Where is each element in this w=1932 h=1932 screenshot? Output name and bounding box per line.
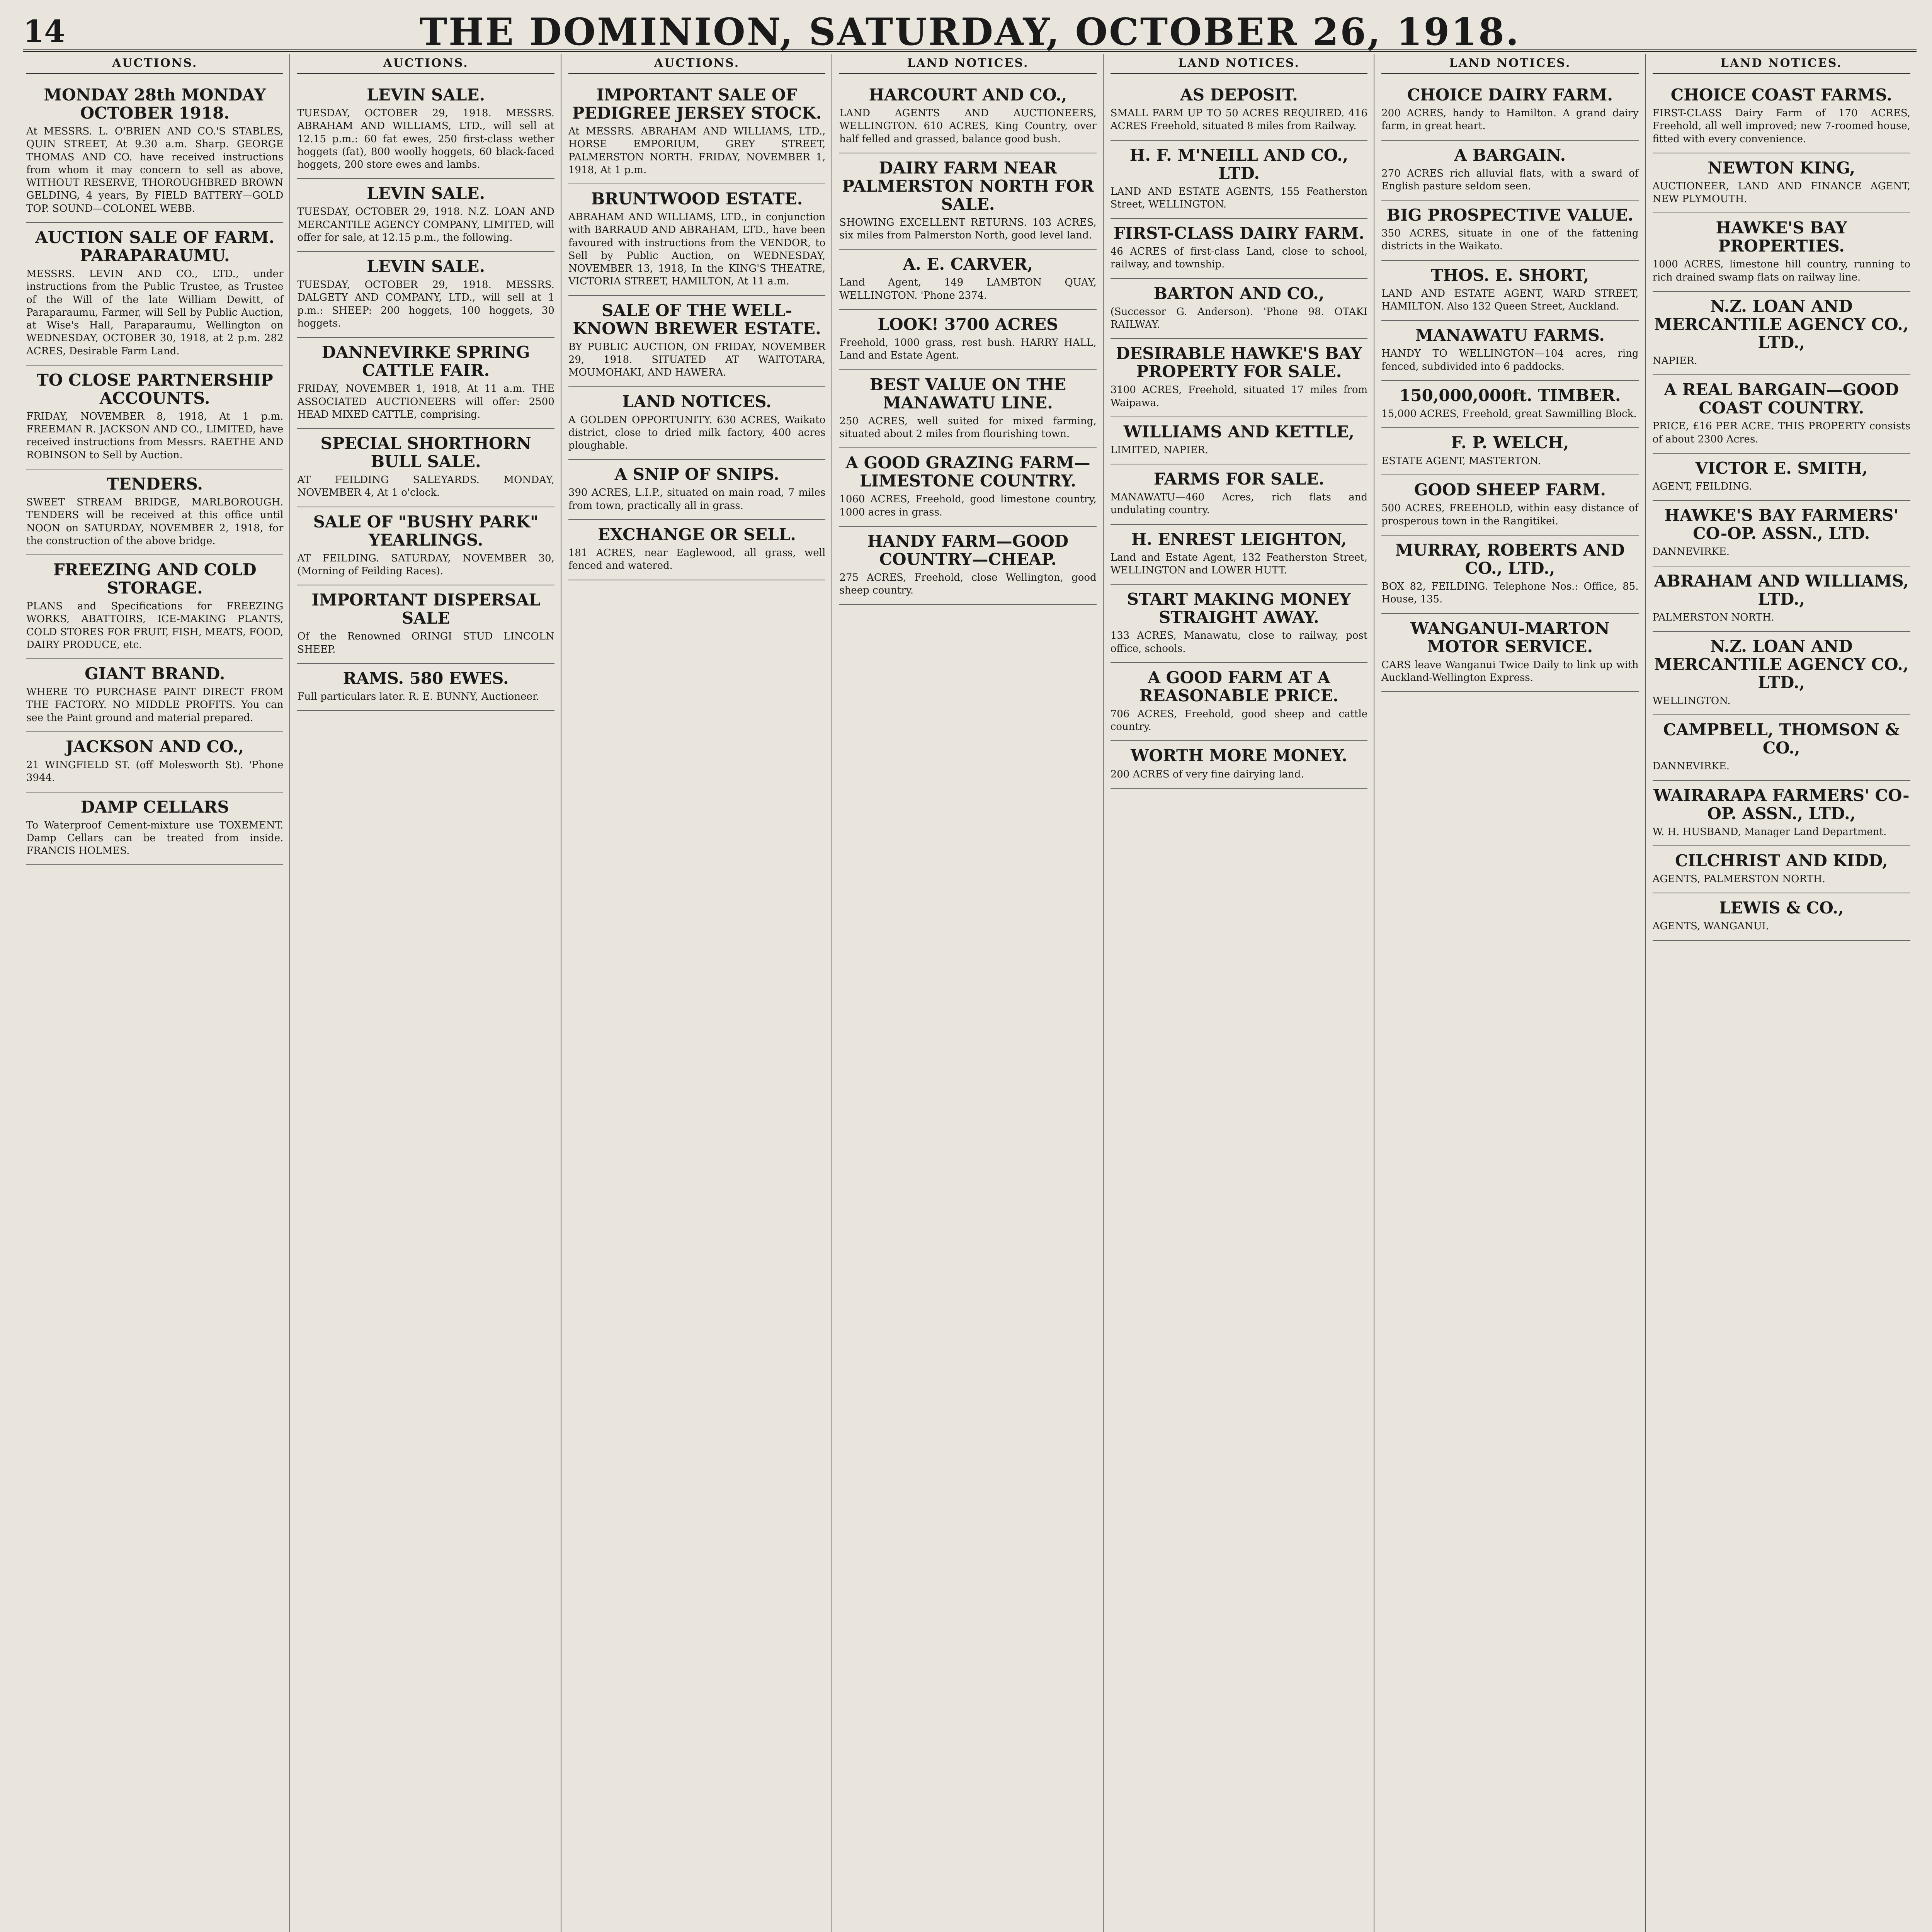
advertisement <box>568 296 825 387</box>
ad-body: Of the Renowned ORINGI STUD LINCOLN SHEEP. <box>297 631 554 655</box>
ad-body: 15,000 ACRES, Freehold, great Sawmilling Block. <box>1381 408 1637 420</box>
ad-title: FARMS FOR SALE. <box>1153 469 1325 489</box>
ad-body: BY PUBLIC AUCTION, ON FRIDAY, NOVEMBER 29, 1918. SITUATED AT WAITOTARA, MOUMOHAKI, AND HAWERA. <box>568 341 826 379</box>
ad-body: A GOLDEN OPPORTUNITY. 630 ACRES, Waikato district, close to dried milk factory, 400 acres ploughable. <box>568 414 826 452</box>
ad-title: 150,000,000ft. TIMBER. <box>1399 386 1621 405</box>
ad-title: JACKSON AND CO., <box>66 737 244 757</box>
advertisement <box>1653 846 1910 893</box>
ad-title: N.Z. LOAN AND MERCANTILE AGENCY CO., LTD., <box>1654 296 1909 352</box>
ad-title: DESIRABLE HAWKE'S BAY PROPERTY FOR SALE. <box>1116 344 1362 381</box>
ad-body: TUESDAY, OCTOBER 29, 1918. MESSRS. DALGETY AND COMPANY, LTD., will sell at 1 p.m.: SHEEP: 200 hoggets, 100 hoggets, 30 hoggets. <box>297 279 554 330</box>
ad-body: Freehold, 1000 grass, rest bush. HARRY HALL, Land and Estate Agent. <box>839 337 1097 362</box>
advertisement <box>1111 464 1367 525</box>
ad-title: FIRST-CLASS DAIRY FARM. <box>1113 224 1365 243</box>
ad-body: Land Agent, 149 LAMBTON QUAY, WELLINGTON. 'Phone 2374. <box>839 277 1097 301</box>
advertisement <box>1111 80 1367 141</box>
ad-title: GOOD SHEEP FARM. <box>1414 480 1606 500</box>
advertisement <box>1381 80 1638 141</box>
ad-title: IMPORTANT DISPERSAL SALE <box>311 590 540 628</box>
advertisement <box>1381 141 1638 201</box>
ad-body: To Waterproof Cement-mixture use TOXEMENT. Damp Cellars can be treated from inside. FRANCIS HOLMES. <box>26 819 284 857</box>
ad-body: Land and Estate Agent, 132 Featherston Street, WELLINGTON and LOWER HUTT. <box>1110 551 1368 577</box>
ad-title: CILCHRIST AND KIDD, <box>1675 851 1888 870</box>
advertisement <box>839 527 1096 605</box>
column-heading: LAND NOTICES. <box>1653 54 1910 74</box>
ad-title: MURRAY, ROBERTS AND CO., LTD., <box>1395 540 1625 578</box>
ad-body: 200 ACRES, handy to Hamilton. A grand dairy farm, in great heart. <box>1381 107 1639 132</box>
advertisement <box>1653 893 1910 940</box>
column-6 <box>1378 54 1645 1932</box>
advertisement <box>1381 428 1638 475</box>
ad-body: 181 ACRES, near Eaglewood, all grass, well fenced and watered. <box>568 547 826 572</box>
ad-title: BEST VALUE ON THE MANAWATU LINE. <box>869 375 1066 412</box>
advertisement <box>839 250 1096 310</box>
advertisement <box>1111 141 1367 219</box>
masthead <box>23 7 1917 52</box>
advertisement <box>1111 417 1367 464</box>
advertisement <box>1381 475 1638 536</box>
advertisement <box>1381 261 1638 321</box>
ad-title: LEVIN SALE. <box>367 184 485 203</box>
ad-title: NEWTON KING, <box>1708 158 1855 177</box>
advertisement <box>1653 632 1910 715</box>
advertisement <box>568 387 825 460</box>
ad-body: FRIDAY, NOVEMBER 1, 1918, At 11 a.m. THE ASSOCIATED AUCTIONEERS will offer: 2500 HEAD MIXED CATTLE, comprising. <box>297 383 554 420</box>
advertisement <box>1381 614 1638 692</box>
ad-title: RAMS. 580 EWES. <box>343 668 509 688</box>
advertisement <box>1653 292 1910 375</box>
ad-title: THOS. E. SHORT, <box>1431 265 1589 285</box>
column-4 <box>836 54 1103 1932</box>
advertisement <box>1381 381 1638 428</box>
ad-body: AGENTS, WANGANUI. <box>1652 920 1769 932</box>
ad-title: A BARGAIN. <box>1454 145 1566 165</box>
ad-title: MANAWATU FARMS. <box>1415 326 1605 345</box>
ad-title: AUCTION SALE OF FARM. PARAPARAUMU. <box>35 228 275 265</box>
ad-body: PALMERSTON NORTH. <box>1652 611 1774 623</box>
column-heading: LAND NOTICES. <box>839 54 1096 74</box>
column-1 <box>23 54 290 1932</box>
ad-title: SALE OF THE WELL-KNOWN BREWER ESTATE. <box>573 301 821 338</box>
ad-title: LEVIN SALE. <box>367 257 485 276</box>
ad-title: HARCOURT AND CO., <box>869 85 1067 104</box>
advertisement <box>1653 213 1910 292</box>
column-heading: LAND NOTICES. <box>1111 54 1367 74</box>
advertisement <box>839 310 1096 370</box>
ad-body: 21 WINGFIELD ST. (off Molesworth St). 'Phone 3944. <box>26 759 284 784</box>
ad-body: FIRST-CLASS Dairy Farm of 170 ACRES, Freehold, all well improved; new 7-roomed house, fitted with every convenience. <box>1652 107 1910 145</box>
ad-title: DAMP CELLARS <box>80 797 229 816</box>
ad-title: H. ENREST LEIGHTON, <box>1131 529 1347 549</box>
advertisement <box>1653 454 1910 501</box>
advertisement <box>26 469 283 555</box>
ad-title: DANNEVIRKE SPRING CATTLE FAIR. <box>321 343 530 380</box>
ad-title: SPECIAL SHORTHORN BULL SALE. <box>320 434 531 471</box>
ad-body: 275 ACRES, Freehold, close Wellington, good sheep country. <box>839 571 1097 597</box>
page-number: 14 <box>23 14 65 49</box>
ad-title: N.Z. LOAN AND MERCANTILE AGENCY CO., LTD., <box>1654 636 1909 692</box>
ad-body: LIMITED, NAPIER. <box>1110 444 1209 456</box>
ad-body: 350 ACRES, situate in one of the fattening districts in the Waikato. <box>1381 228 1639 252</box>
ad-title: A. E. CARVER, <box>903 255 1033 274</box>
ad-body: 3100 ACRES, Freehold, situated 17 miles from Waipawa. <box>1110 384 1368 409</box>
ad-body: FRIDAY, NOVEMBER 8, 1918, At 1 p.m. FREEMAN R. JACKSON AND CO., LIMITED, have received instructions from Messrs. RAETHE AND ROBINSON to Sell by Auction. <box>26 410 284 461</box>
advertisement <box>1653 781 1910 846</box>
ad-body: WELLINGTON. <box>1652 695 1731 707</box>
column-heading: LAND NOTICES. <box>1381 54 1638 74</box>
ad-title: F. P. WELCH, <box>1451 433 1569 452</box>
advertisement <box>297 338 554 429</box>
advertisement <box>568 184 825 296</box>
ad-body: ESTATE AGENT, MASTERTON. <box>1381 455 1541 467</box>
ad-body: ABRAHAM AND WILLIAMS, LTD., in conjunction with BARRAUD AND ABRAHAM, LTD., have been favoured with instructions from the VENDOR, to Sell by Public Auction, on WEDNESDAY, NOVEMBER 13, 1918, In the KING'S THEATRE, VICTORIA STREET, HAMILTON, At 11 a.m. <box>568 211 826 287</box>
advertisement <box>839 448 1096 527</box>
ad-title: HAWKE'S BAY FARMERS' CO-OP. ASSN., LTD. <box>1664 506 1899 543</box>
ad-title: BARTON AND CO., <box>1153 284 1325 303</box>
ad-title: A GOOD FARM AT A REASONABLE PRICE. <box>1139 668 1339 705</box>
advertisement <box>1381 321 1638 381</box>
ad-body: MANAWATU—460 Acres, rich flats and undulating country. <box>1110 492 1368 516</box>
advertisement <box>26 793 283 866</box>
ad-body: 250 ACRES, well suited for mixed farming, situated about 2 miles from flourishing town. <box>839 415 1097 440</box>
advertisement <box>297 80 554 179</box>
ad-title: CAMPBELL, THOMSON & CO., <box>1663 720 1900 758</box>
ad-body: 46 ACRES of first-class Land, close to school, railway, and township. <box>1110 246 1368 270</box>
ad-body: TUESDAY, OCTOBER 29, 1918. MESSRS. ABRAHAM AND WILLIAMS, LTD., will sell at 12.15 p.m.: 60 fat ewes, 250 first-class wether hoggets (fat), 800 woolly hoggets, 60 black-faced hoggets, 200 store ewes and lambs. <box>297 107 554 171</box>
advertisement <box>297 429 554 507</box>
ad-title: GIANT BRAND. <box>85 664 225 684</box>
advertisement <box>1111 339 1367 417</box>
advertisement <box>26 223 283 366</box>
ad-body: HANDY TO WELLINGTON—104 acres, ring fenced, subdivided into 6 paddocks. <box>1381 348 1639 372</box>
ad-body: AUCTIONEER, LAND AND FINANCE AGENT, NEW PLYMOUTH. <box>1652 180 1910 205</box>
ad-title: MONDAY 28th MONDAY OCTOBER 1918. <box>44 85 266 123</box>
advertisement <box>839 80 1096 153</box>
advertisement <box>1653 375 1910 454</box>
ad-body: (Successor G. Anderson). 'Phone 98. OTAKI RAILWAY. <box>1110 306 1368 331</box>
ad-body: DANNEVIRKE. <box>1652 760 1730 772</box>
ad-title: LAND NOTICES. <box>622 392 772 411</box>
ad-body: BOX 82, FEILDING. Telephone Nos.: Office, 85. House, 135. <box>1381 581 1639 605</box>
column-5 <box>1107 54 1374 1932</box>
ad-body: SMALL FARM UP TO 50 ACRES REQUIRED. 416 ACRES Freehold, situated 8 miles from Railway. <box>1110 107 1368 132</box>
ad-title: BIG PROSPECTIVE VALUE. <box>1386 206 1634 225</box>
ad-title: CHOICE DAIRY FARM. <box>1407 85 1613 104</box>
ad-title: CHOICE COAST FARMS. <box>1670 85 1892 104</box>
column-2 <box>294 54 561 1932</box>
advertisement <box>26 659 283 732</box>
advertisement <box>568 460 825 520</box>
advertisement <box>1381 201 1638 261</box>
ad-body: CARS leave Wanganui Twice Daily to link up with Auckland-Wellington Express. <box>1381 659 1639 684</box>
ad-title: WAIRARAPA FARMERS' CO-OP. ASSN., LTD., <box>1653 786 1910 823</box>
ad-title: A SNIP OF SNIPS. <box>614 465 779 484</box>
ad-body: 1000 ACRES, limestone hill country, running to rich drained swamp flats on railway line. <box>1652 259 1910 283</box>
advertisement <box>1653 80 1910 153</box>
advertisement <box>1111 219 1367 279</box>
advertisement <box>297 179 554 252</box>
ad-title: AS DEPOSIT. <box>1180 85 1298 104</box>
advertisement <box>26 555 283 659</box>
advertisement <box>1653 715 1910 781</box>
advertisement <box>1111 741 1367 788</box>
column-heading: AUCTIONS. <box>568 54 825 74</box>
column-7 <box>1650 54 1917 1932</box>
ad-body: At MESSRS. L. O'BRIEN AND CO.'S STABLES, QUIN STREET, At 9.30 a.m. Sharp. GEORGE THOMAS AND CO. have received instructions from whom it may concern to sell as above, WITHOUT RESERVE, THOROUGHBRED BROWN GELDING, 4 years, By FIELD BATTERY—GOLD TOP. SOUND—COLONEL WEBB. <box>26 126 284 214</box>
advertisement <box>1111 663 1367 742</box>
ad-body: 270 ACRES rich alluvial flats, with a sward of English pasture seldom seen. <box>1381 167 1639 192</box>
ad-body: LAND AND ESTATE AGENT, WARD STREET, HAMILTON. Also 132 Queen Street, Auckland. <box>1381 287 1639 312</box>
columns-container <box>23 54 1917 1932</box>
advertisement <box>1653 501 1910 566</box>
ad-body: 133 ACRES, Manawatu, close to railway, post office, schools. <box>1110 630 1368 655</box>
advertisement <box>1653 153 1910 214</box>
ad-body: At MESSRS. ABRAHAM AND WILLIAMS, LTD., HORSE EMPORIUM, GREY STREET, PALMERSTON NORTH. FRIDAY, NOVEMBER 1, 1918, At 1 p.m. <box>568 126 826 176</box>
ad-body: LAND AGENTS AND AUCTIONEERS, WELLINGTON. 610 ACRES, King Country, over half felled and grassed, balance good bush. <box>839 107 1097 145</box>
ad-title: HAWKE'S BAY PROPERTIES. <box>1716 218 1847 256</box>
advertisement <box>1381 536 1638 614</box>
ad-body: AT FEILDING. SATURDAY, NOVEMBER 30, (Morning of Feilding Races). <box>297 552 554 577</box>
ad-body: DANNEVIRKE. <box>1652 546 1730 558</box>
ad-title: WILLIAMS AND KETTLE, <box>1123 422 1355 441</box>
ad-title: VICTOR E. SMITH, <box>1695 458 1868 478</box>
advertisement <box>568 80 825 184</box>
ad-title: HANDY FARM—GOOD COUNTRY—CHEAP. <box>867 531 1069 569</box>
advertisement <box>839 370 1096 449</box>
ad-body: 1060 ACRES, Freehold, good limestone country, 1000 acres in grass. <box>839 493 1097 518</box>
column-heading: AUCTIONS. <box>297 54 554 74</box>
ad-title: SALE OF "BUSHY PARK" YEARLINGS. <box>313 512 539 549</box>
ad-body: AGENTS, PALMERSTON NORTH. <box>1652 873 1825 885</box>
ad-title: IMPORTANT SALE OF PEDIGREE JERSEY STOCK. <box>572 85 822 123</box>
ad-body: AT FEILDING SALEYARDS. MONDAY, NOVEMBER 4, At 1 o'clock. <box>297 474 554 499</box>
ad-body: TUESDAY, OCTOBER 29, 1918. N.Z. LOAN AND MERCANTILE AGENCY COMPANY, LIMITED, will offer for sale, at 12.15 p.m., the following. <box>297 206 554 243</box>
column-3 <box>565 54 832 1932</box>
ad-body: PRICE, £16 PER ACRE. THIS PROPERTY consists of about 2300 Acres. <box>1652 420 1910 445</box>
ad-body: 706 ACRES, Freehold, good sheep and cattle country. <box>1110 708 1368 733</box>
ad-body: NAPIER. <box>1652 355 1697 367</box>
ad-title: LEWIS & CO., <box>1719 898 1844 918</box>
advertisement <box>1111 525 1367 585</box>
ad-title: H. F. M'NEILL AND CO., LTD. <box>1129 145 1349 183</box>
ad-title: LEVIN SALE. <box>367 85 485 104</box>
ad-body: LAND AND ESTATE AGENTS, 155 Featherston Street, WELLINGTON. <box>1110 185 1368 210</box>
ad-body: 500 ACRES, FREEHOLD, within easy distance of prosperous town in the Rangitikei. <box>1381 502 1639 527</box>
ad-body: AGENT, FEILDING. <box>1652 480 1752 492</box>
advertisement <box>297 507 554 586</box>
advertisement <box>26 732 283 793</box>
ad-title: WORTH MORE MONEY. <box>1131 746 1347 765</box>
ad-title: TENDERS. <box>107 474 203 493</box>
advertisement <box>1111 585 1367 663</box>
advertisement <box>26 80 283 223</box>
ad-title: A GOOD GRAZING FARM—LIMESTONE COUNTRY. <box>845 453 1090 491</box>
ad-title: START MAKING MONEY STRAIGHT AWAY. <box>1127 590 1351 627</box>
ad-body: Full particulars later. R. E. BUNNY, Auctioneer. <box>297 690 539 702</box>
ad-title: DAIRY FARM NEAR PALMERSTON NORTH FOR SALE. <box>842 158 1094 214</box>
advertisement <box>297 252 554 338</box>
ad-body: SHOWING EXCELLENT RETURNS. 103 ACRES, six miles from Palmerston North, good level land. <box>839 216 1097 242</box>
advertisement <box>26 366 283 469</box>
ad-title: TO CLOSE PARTNERSHIP ACCOUNTS. <box>36 370 273 408</box>
advertisement <box>297 664 554 711</box>
ad-body: W. H. HUSBAND, Manager Land Department. <box>1652 826 1887 838</box>
ad-title: LOOK! 3700 ACRES <box>878 315 1058 334</box>
ad-body: 200 ACRES of very fine dairying land. <box>1110 768 1304 780</box>
ad-body: WHERE TO PURCHASE PAINT DIRECT FROM THE FACTORY. NO MIDDLE PROFITS. You can see the Paint ground and material prepared. <box>26 686 284 724</box>
ad-title: BRUNTWOOD ESTATE. <box>591 189 803 209</box>
ad-title: A REAL BARGAIN—GOOD COAST COUNTRY. <box>1664 380 1899 418</box>
ad-title: ABRAHAM AND WILLIAMS, LTD., <box>1654 571 1909 609</box>
column-heading: AUCTIONS. <box>26 54 283 74</box>
advertisement <box>568 520 825 580</box>
advertisement <box>1111 279 1367 339</box>
ad-title: WANGANUI-MARTON MOTOR SERVICE. <box>1410 619 1610 656</box>
ad-title: FREEZING AND COLD STORAGE. <box>53 560 257 598</box>
ad-body: MESSRS. LEVIN AND CO., LTD., under instructions from the Public Trustee, as Trustee of the Will of the late William Dewitt, of Paraparaumu, Farmer, will Sell by Public Auction, at Wise's Hall, Paraparaumu, Wellington on WEDNESDAY, OCTOBER 30, 1918, at 2 p.m. 282 ACRES, Desirable Farm Land. <box>26 268 284 357</box>
ad-title: EXCHANGE OR SELL. <box>598 525 796 544</box>
ad-body: PLANS and Specifications for FREEZING WORKS, ABATTOIRS, ICE-MAKING PLANTS, COLD STORES FOR FRUIT, FISH, MEATS, FOOD, DAIRY PRODUCE, etc. <box>26 600 284 651</box>
newspaper-title: THE DOMINION, SATURDAY, OCTOBER 26, 1918. <box>419 10 1520 54</box>
advertisement <box>297 585 554 664</box>
advertisement <box>1653 566 1910 632</box>
advertisement <box>839 153 1096 250</box>
ad-body: SWEET STREAM BRIDGE, MARLBOROUGH. TENDERS will be received at this office until NOON on SATURDAY, NOVEMBER 2, 1918, for the construction of the above bridge. <box>26 497 284 547</box>
ad-body: 390 ACRES, L.I.P., situated on main road, 7 miles from town, practically all in grass. <box>568 487 826 512</box>
